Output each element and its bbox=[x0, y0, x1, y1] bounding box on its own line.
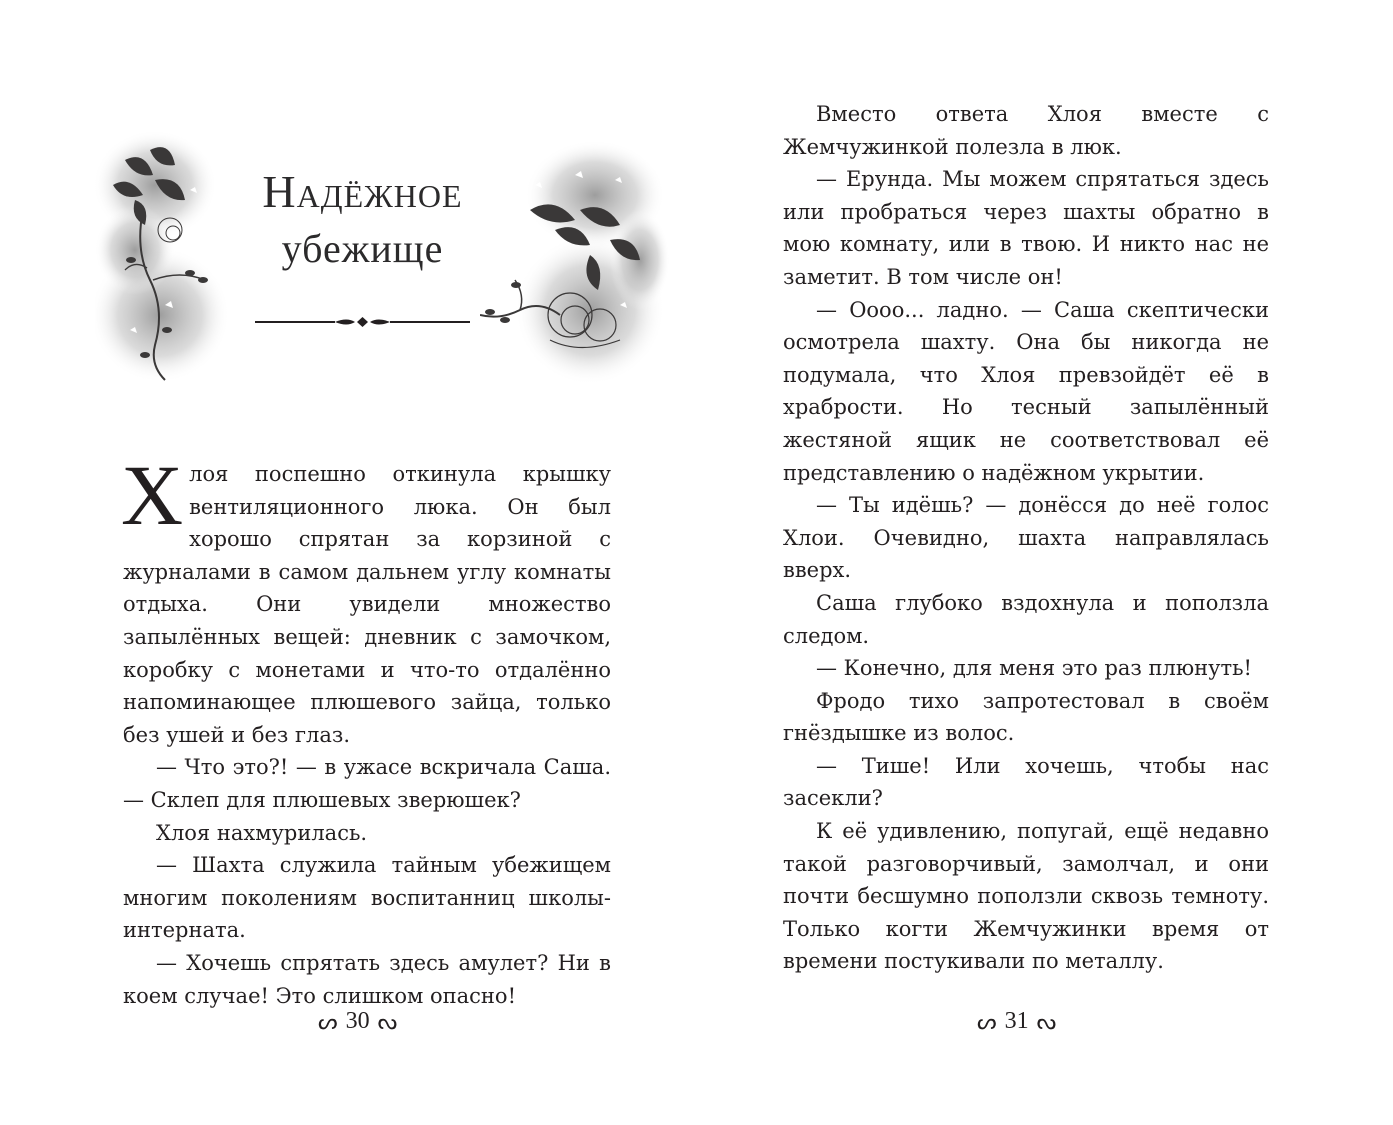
paragraph: К её удивлению, попугай, ещё недавно такой разговорчивый, замолчал, и они почти бесшумно поползли сквозь темноту. Только когти Жемчужинки время от времени постукивали по металлу. bbox=[783, 819, 1269, 974]
page-number-right bbox=[977, 1008, 1056, 1035]
swash-right-icon: ᔓ bbox=[377, 1008, 398, 1034]
flower-vignette-right-icon bbox=[480, 140, 670, 395]
paragraph: Фродо тихо запротестовал в своём гнёздышке из волос. bbox=[783, 688, 1269, 746]
paragraph: Вместо ответа Хлоя вместе с Жемчужинкой полезла в люк. bbox=[783, 102, 1269, 159]
paragraph: — Шахта служила тайным убежищем многим поколениям воспитанниц школы-интерната. bbox=[123, 853, 611, 943]
paragraph: — Ты идёшь? — донёсся до неё голос Хлои. Очевидно, шахта направлялась вверх. bbox=[783, 493, 1269, 583]
paragraph: Хлоя нахмурилась. bbox=[156, 820, 368, 845]
paragraph: — Что это?! — в ужасе вскричала Саша. — Склеп для плюшевых зверюшек? bbox=[123, 755, 611, 812]
chapter-title-line1: Надёжное bbox=[262, 166, 463, 217]
page-number: 30 bbox=[345, 1008, 370, 1034]
right-page-text bbox=[783, 98, 1269, 978]
dropcap: Х bbox=[121, 447, 184, 543]
paragraph: — Хочешь спрятать здесь амулет? Ни в коем случае! Это слишком опасно! bbox=[123, 950, 611, 1008]
swash-left-icon: ᔕ bbox=[318, 1008, 338, 1034]
page-number-left bbox=[318, 1008, 397, 1035]
ornamental-rule-icon bbox=[255, 316, 470, 328]
left-page bbox=[0, 0, 696, 1125]
paragraph bbox=[121, 447, 611, 751]
paragraph: — Ерунда. Мы можем спрятаться здесь или пробраться через шахты обратно в мою комнату, или в твою. И никто нас не заметит. В том числе он! bbox=[783, 167, 1269, 289]
paragraph: — Оооо... ладно. — Саша скептически осмотрела шахту. Она бы никогда не подумала, что Хлоя превзойдёт её в храбрости. Но тесный запылённый жестяной ящик не соответствовал её представлению о надёжном укрытии. bbox=[783, 297, 1269, 485]
flower-vignette-left-icon bbox=[95, 130, 245, 390]
chapter-title-line2: убежище bbox=[281, 226, 444, 271]
paragraph: — Тише! Или хочешь, чтобы нас засекли? bbox=[783, 753, 1269, 811]
right-page bbox=[696, 0, 1393, 1125]
chapter-header bbox=[95, 130, 670, 400]
paragraph-text: лоя поспешно откинула крышку вентиляционного люка. Он был хорошо спрятан за корзиной с журналами в самом дальнем углу комнаты отдыха. Они увидели множество запылённых вещей: дневник с замочком, коробку с монетами и что-то отдалённо напоминающее плюшевого зайца, только без ушей и без глаз. bbox=[123, 462, 611, 747]
swash-left-icon: ᔕ bbox=[977, 1008, 997, 1034]
page-number: 31 bbox=[1004, 1008, 1029, 1034]
paragraph: — Конечно, для меня это раз плюнуть! bbox=[816, 656, 1252, 681]
swash-right-icon: ᔓ bbox=[1036, 1008, 1057, 1034]
paragraph: Саша глубоко вздохнула и поползла следом. bbox=[783, 590, 1269, 648]
left-page-text bbox=[121, 447, 611, 1012]
